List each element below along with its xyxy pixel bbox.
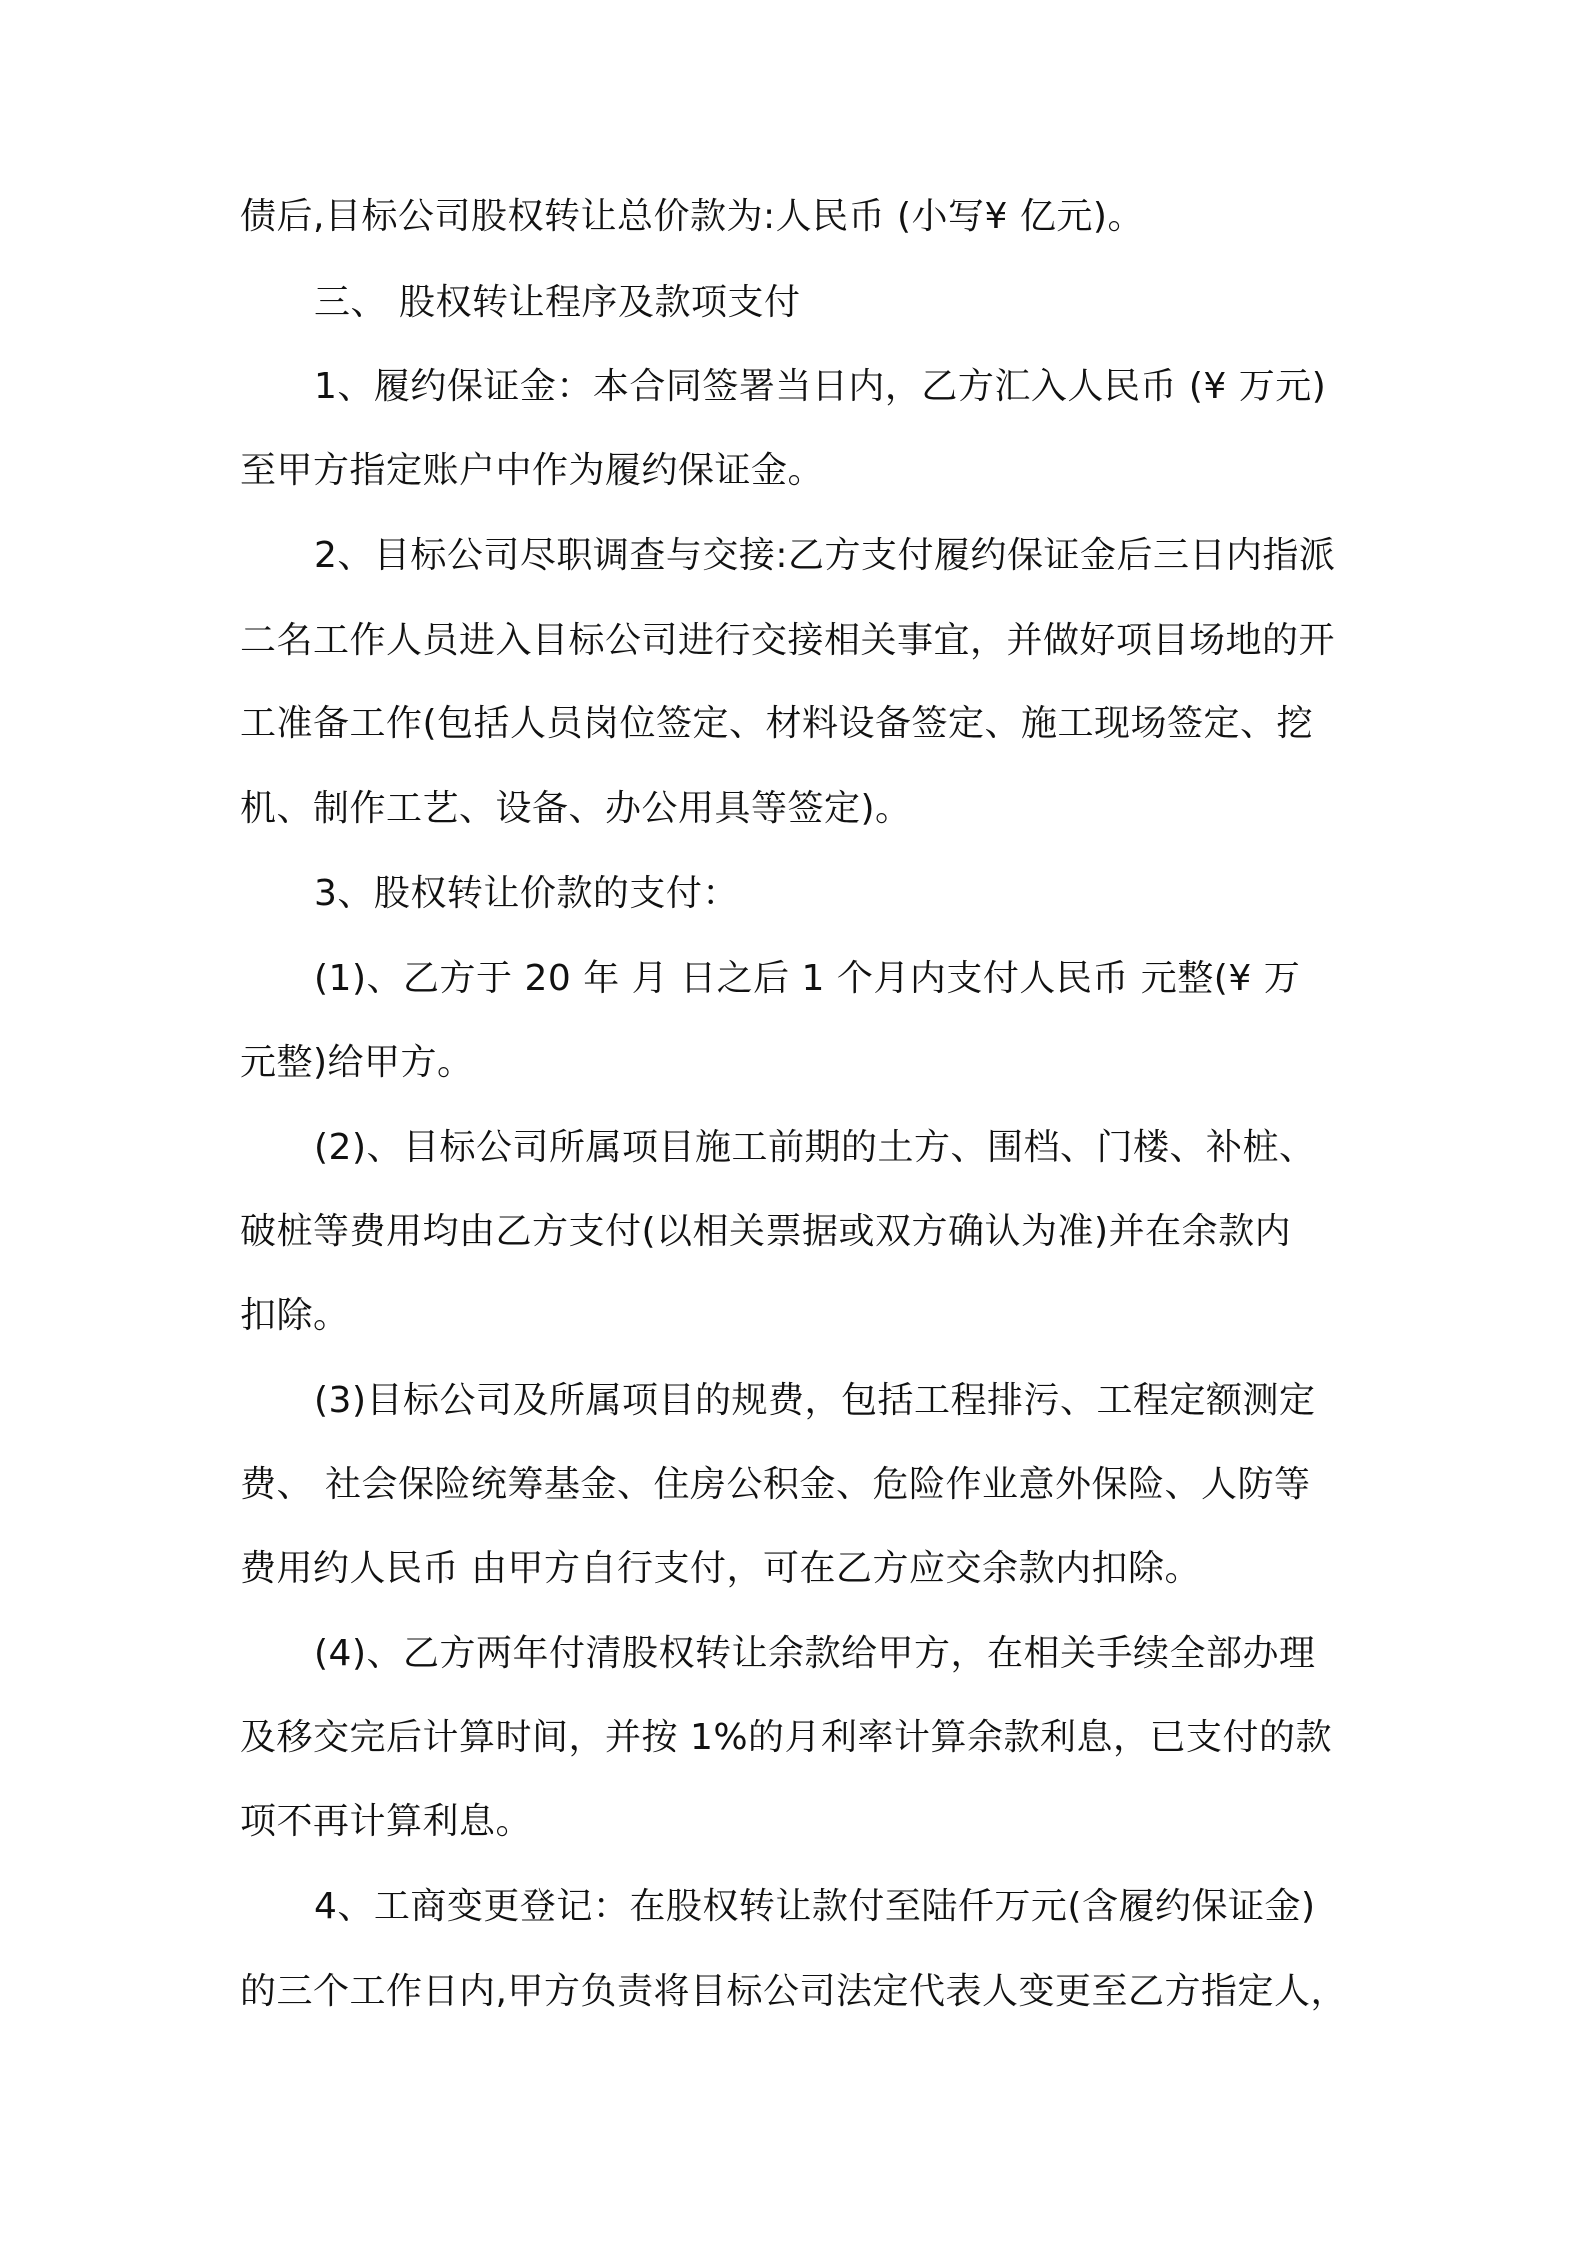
text-line-20: 项不再计算利息。 xyxy=(240,1801,533,1842)
text-line-17: 费用约人民币 由甲方自行支付，可在乙方应交余款内扣除。 xyxy=(240,1548,1201,1589)
text-line-22: 的三个工作日内,甲方负责将目标公司法定代表人变更至乙方指定人， xyxy=(240,1971,1347,2012)
text-line-8: 机、制作工艺、设备、办公用具等签定)。 xyxy=(240,788,912,829)
text-line-10: (1)、乙方于 20 年 月 日之后 1 个月内支付人民币 元整(¥ 万 xyxy=(314,958,1301,999)
text-line-4: 至甲方指定账户中作为履约保证金。 xyxy=(240,450,825,491)
text-line-1: 债后,目标公司股权转让总价款为:人民币 (小写¥ 亿元)。 xyxy=(240,196,1144,237)
text-line-9: 3、股权转让价款的支付： xyxy=(314,873,739,914)
text-line-6: 二名工作人员进入目标公司进行交接相关事宜，并做好项目场地的开 xyxy=(240,620,1336,661)
text-line-5: 2、目标公司尽职调查与交接:乙方支付履约保证金后三日内指派 xyxy=(314,535,1336,576)
text-line-18: (4)、乙方两年付清股权转让余款给甲方，在相关手续全部办理 xyxy=(314,1633,1316,1674)
text-line-13: 破桩等费用均由乙方支付(以相关票据或双方确认为准)并在余款内 xyxy=(240,1211,1292,1252)
section-heading-3: 三、 股权转让程序及款项支付 xyxy=(314,282,801,323)
text-line-11: 元整)给甲方。 xyxy=(240,1042,474,1083)
text-line-16: 费、 社会保险统筹基金、住房公积金、危险作业意外保险、人防等 xyxy=(240,1464,1311,1505)
text-line-3: 1、履约保证金：本合同签署当日内，乙方汇入人民币 (¥ 万元) xyxy=(314,366,1327,407)
text-line-15: (3)目标公司及所属项目的规费，包括工程排污、工程定额测定 xyxy=(314,1380,1316,1421)
text-line-21: 4、工商变更登记：在股权转让款付至陆仟万元(含履约保证金) xyxy=(314,1886,1316,1927)
text-line-7: 工准备工作(包括人员岗位签定、材料设备签定、施工现场签定、挖 xyxy=(240,703,1314,744)
text-line-14: 扣除。 xyxy=(240,1295,350,1336)
text-line-19: 及移交完后计算时间，并按 1%的月利率计算余款利息，已支付的款 xyxy=(240,1717,1333,1758)
text-line-12: (2)、目标公司所属项目施工前期的土方、围档、门楼、补桩、 xyxy=(314,1127,1316,1168)
